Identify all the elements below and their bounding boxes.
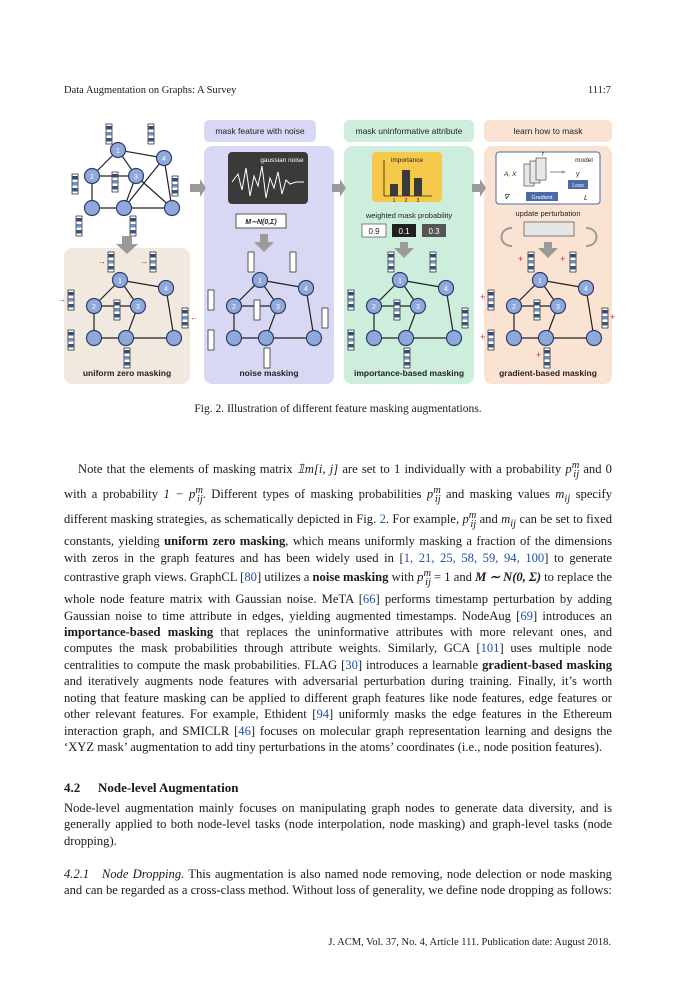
fig-ref[interactable]: 2 xyxy=(379,512,386,527)
svg-text:γ: γ xyxy=(576,171,580,178)
svg-text:+: + xyxy=(518,254,524,264)
svg-text:←: ← xyxy=(190,313,198,322)
label-importance: importance-based masking xyxy=(353,368,465,378)
svg-text:update perturbation: update perturbation xyxy=(515,209,581,218)
paragraph-node-level: Node-level augmentation mainly focuses on manipulating graph nodes to generate data diversity, and is generally applied to both node-level tasks (node interpolation, node masking) and graph-level tasks (node dropping). xyxy=(64,801,612,848)
svg-text:4: 4 xyxy=(444,286,448,293)
svg-text:importance: importance xyxy=(390,157,424,164)
paragraph-masking: Note that the elements of masking matrix 𝟙m[i, j] are set to 1 individually with a probability $p^m_{ij}$ and 0 with a probability $1 - p^m_{ij}$. Different types of masking probabilities $p^m_{ij}$ and masking values $m_{ij}$ specify different masking strategies, as schematically depicted in Fig. 2. For example, $p^m_{ij}$ and $m_{ij}$ can be set to fixed constants, yielding uniform zero masking, which means uniformly masking a fraction of the dimensions with zeros in the graph features and has been widely used in [1, 21, 25, 58, 59, 94, 100] to generate contrastive graph views. GraphCL [80] utilizes a noise masking with $p^m_{ij} = 1$ and M ∼ N(0, Σ) to replace the whole node feature matrix with Gaussian noise. MeTA [66] performs timestamp perturbation by adding Gaussian noise to time attribute in edges, yielding augmented timestamps. NodeAug [69] introduces an importance-based masking that replaces the uninformative attributes with more relevant ones, and computes the mask probabilities through attribute weights. Similarly, GCA [101] uses multiple node centralities to compute the mask probabilities. FLAG [30] introduces a learnable gradient-based masking and iteratively augments node features with adversarial perturbation during training. Finally, it’s worth noting that feature masking can be applied to different graph features like node features, edge features or other relevant features. For example, Ethident [94] uniformly masks the edge features in the Ethereum interaction graph, and SMICLR [46] focuses on molecular graph representation learning and designs the ‘XYZ mask’ augmentation to add tiny perturbations in the atoms’ coordinates (i.e., node position features). xyxy=(64,460,613,754)
running-header-title: Data Augmentation on Graphs: A Survey xyxy=(64,85,237,96)
svg-text:3: 3 xyxy=(416,304,420,311)
importance-bar-1 xyxy=(390,184,398,196)
svg-text:1: 1 xyxy=(538,278,542,285)
citation-nodeaug[interactable]: 69 xyxy=(520,608,533,623)
svg-text:→: → xyxy=(98,257,106,266)
svg-text:Gradient: Gradient xyxy=(531,195,553,201)
svg-text:4: 4 xyxy=(164,286,168,293)
svg-text:3: 3 xyxy=(416,198,420,204)
feature-masking-figure xyxy=(58,116,616,388)
svg-text:+: + xyxy=(610,312,616,322)
svg-text:4: 4 xyxy=(304,286,308,293)
paragraph-node-dropping: 4.2.1 Node Dropping. This augmentation is also named node removing, node delection or node masking and can be regarded as a cross-class method. Without loss of generality, we define node dropping as follows: xyxy=(64,867,612,898)
citation-flag[interactable]: 30 xyxy=(345,657,358,672)
svg-text:A, X: A, X xyxy=(504,171,517,178)
citation-ethident[interactable]: 94 xyxy=(316,707,330,722)
section-heading: 4.2 Node-level Augmentation xyxy=(64,780,239,795)
svg-text:2: 2 xyxy=(512,304,516,311)
svg-text:1: 1 xyxy=(116,148,120,155)
original-graph xyxy=(72,124,180,236)
svg-text:gaussian noise: gaussian noise xyxy=(260,157,304,164)
svg-text:2: 2 xyxy=(232,304,236,311)
svg-text:2: 2 xyxy=(404,198,408,204)
svg-text:f: f xyxy=(542,152,544,158)
svg-text:+: + xyxy=(536,350,542,360)
svg-text:→: → xyxy=(58,295,66,304)
running-header-page: 111:7 xyxy=(587,85,611,96)
svg-text:L: L xyxy=(584,195,588,202)
svg-text:weighted mask probability: weighted mask probability xyxy=(365,211,453,220)
svg-text:3: 3 xyxy=(556,304,560,311)
svg-text:+: + xyxy=(480,332,486,342)
svg-text:3: 3 xyxy=(136,304,140,311)
svg-text:4: 4 xyxy=(162,156,166,163)
svg-text:model: model xyxy=(575,157,593,164)
subsection-number: 4.2.1 xyxy=(64,867,90,881)
learn-panel-title: learn how to mask xyxy=(513,126,583,136)
arrow-to-learn xyxy=(472,179,486,197)
citation-meta[interactable]: 66 xyxy=(362,592,376,607)
arrow-to-importance xyxy=(332,179,346,197)
importance-bar-3 xyxy=(414,178,422,196)
noise-panel-title: mask feature with noise xyxy=(215,126,305,136)
svg-text:0.1: 0.1 xyxy=(398,227,410,236)
importance-bar-2 xyxy=(402,170,410,196)
svg-text:2: 2 xyxy=(372,304,376,311)
uninformative-panel-title: mask uninformative attribute xyxy=(355,126,463,136)
citation-gca[interactable]: 101 xyxy=(480,641,500,656)
arrow-to-noise xyxy=(190,179,206,197)
svg-text:0.3: 0.3 xyxy=(428,227,440,236)
svg-text:2: 2 xyxy=(92,304,96,311)
perturbation-strip xyxy=(524,222,574,236)
svg-text:∇: ∇ xyxy=(504,194,509,201)
figure-caption: Fig. 2. Illustration of different feature masking augmentations. xyxy=(194,403,482,415)
label-gradient: gradient-based masking xyxy=(499,368,597,378)
citation-graphcl[interactable]: 80 xyxy=(244,570,257,585)
svg-text:Loss: Loss xyxy=(572,183,584,189)
svg-text:1: 1 xyxy=(392,198,396,204)
svg-text:4: 4 xyxy=(584,286,588,293)
svg-text:1: 1 xyxy=(258,278,262,285)
svg-text:+: + xyxy=(480,292,486,302)
svg-text:→: → xyxy=(140,257,148,266)
svg-text:1: 1 xyxy=(118,278,122,285)
svg-text:0.9: 0.9 xyxy=(368,227,380,236)
citation-list[interactable]: 1, 21, 25, 58, 59, 94, 100 xyxy=(403,550,545,565)
label-uniform: uniform zero masking xyxy=(82,368,172,378)
svg-text:3: 3 xyxy=(134,174,138,181)
citation-smiclr[interactable]: 46 xyxy=(238,723,251,738)
svg-text:+: + xyxy=(560,254,566,264)
label-noise: noise masking xyxy=(239,368,299,378)
svg-text:3: 3 xyxy=(276,304,280,311)
svg-text:1: 1 xyxy=(398,278,402,285)
subsection-title: Node Dropping. xyxy=(101,867,185,881)
page-footer: J. ACM, Vol. 37, No. 4, Article 111. Publication date: August 2018. xyxy=(328,937,611,948)
svg-text:2: 2 xyxy=(90,174,94,181)
svg-text:M∼N(0,Σ): M∼N(0,Σ) xyxy=(245,219,277,226)
